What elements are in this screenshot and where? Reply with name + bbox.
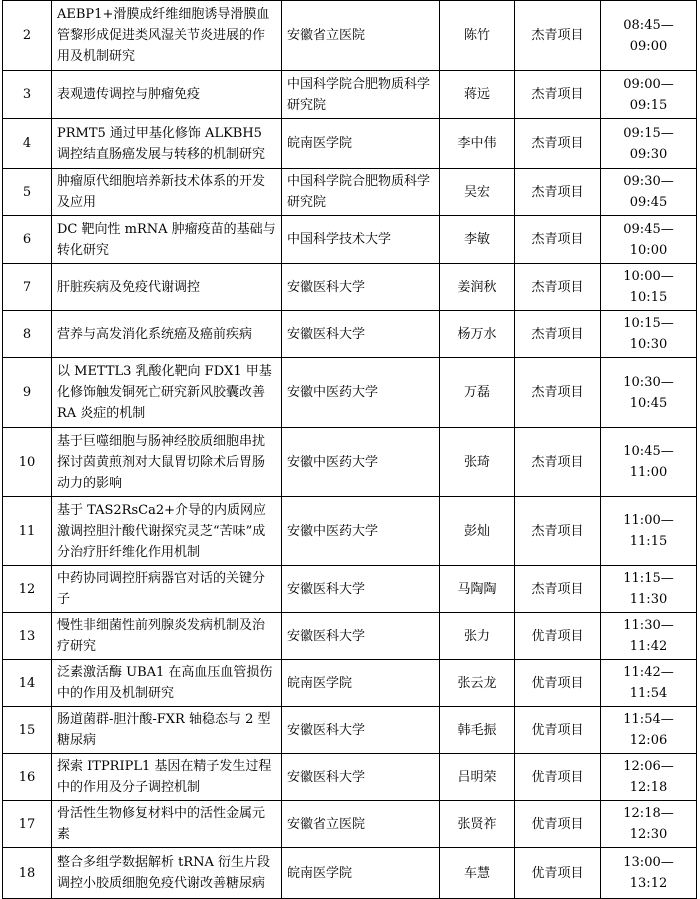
time-slot: 11:00—11:15	[601, 497, 697, 566]
project-title: 中药协同调控肝病器官对话的关键分子	[52, 566, 282, 613]
row-number: 17	[3, 801, 52, 848]
table-row	[3, 358, 697, 428]
institution: 安徽医科大学	[282, 264, 440, 311]
institution: 皖南医学院	[282, 119, 440, 169]
project-title: 基于巨噬细胞与肠神经胶质细胞串扰探讨茵黄煎剂对大鼠胃切除术后胃肠动力的影响	[52, 428, 282, 497]
row-number: 18	[3, 848, 52, 899]
row-number: 11	[3, 497, 52, 566]
time-slot: 12:18—12:30	[601, 801, 697, 848]
time-slot: 10:00—10:15	[601, 264, 697, 311]
row-number: 5	[3, 169, 52, 216]
project-title: 探索 ITPRIPL1 基因在精子发生过程中的作用及分子调控机制	[52, 754, 282, 801]
time-slot: 11:15—11:30	[601, 566, 697, 613]
project-title: 肠道菌群-胆汁酸-FXR 轴稳态与 2 型糖尿病	[52, 707, 282, 754]
time-slot: 11:30—11:42	[601, 613, 697, 660]
institution: 安徽医科大学	[282, 754, 440, 801]
institution: 皖南医学院	[282, 848, 440, 899]
table-row	[3, 613, 697, 660]
presenter: 张贤祚	[440, 801, 515, 848]
row-number: 14	[3, 660, 52, 707]
row-number: 4	[3, 119, 52, 169]
table-row	[3, 119, 697, 169]
time-slot: 11:54—12:06	[601, 707, 697, 754]
institution: 中国科学技术大学	[282, 216, 440, 264]
time-slot: 12:06—12:18	[601, 754, 697, 801]
time-slot: 09:00—09:15	[601, 71, 697, 119]
institution: 安徽医科大学	[282, 566, 440, 613]
institution: 安徽中医药大学	[282, 358, 440, 428]
table-row	[3, 848, 697, 899]
presenter: 吴宏	[440, 169, 515, 216]
institution: 安徽医科大学	[282, 311, 440, 358]
table-row	[3, 801, 697, 848]
project-title: 营养与高发消化系统癌及癌前疾病	[52, 311, 282, 358]
project-type: 优青项目	[515, 754, 601, 801]
schedule-table	[2, 0, 697, 899]
presenter: 车慧	[440, 848, 515, 899]
project-title: 以 METTL3 乳酸化靶向 FDX1 甲基化修饰触发铜死亡研究新风胶囊改善 RA 炎症的机制	[52, 358, 282, 428]
table-row	[3, 1, 697, 71]
institution: 安徽医科大学	[282, 613, 440, 660]
table-row	[3, 169, 697, 216]
project-title: 基于 TAS2RsCa2+介导的内质网应激调控胆汁酸代谢探究灵芝“苦味”成分治疗肝纤维化作用机制	[52, 497, 282, 566]
project-type: 优青项目	[515, 613, 601, 660]
project-type: 杰青项目	[515, 216, 601, 264]
project-title: 骨活性生物修复材料中的活性金属元素	[52, 801, 282, 848]
row-number: 8	[3, 311, 52, 358]
presenter: 马陶陶	[440, 566, 515, 613]
time-slot: 09:30—09:45	[601, 169, 697, 216]
row-number: 9	[3, 358, 52, 428]
table-row	[3, 754, 697, 801]
project-type: 优青项目	[515, 707, 601, 754]
presenter: 姜润秋	[440, 264, 515, 311]
time-slot: 09:15—09:30	[601, 119, 697, 169]
row-number: 15	[3, 707, 52, 754]
table-row	[3, 311, 697, 358]
table-row	[3, 566, 697, 613]
project-title: 整合多组学数据解析 tRNA 衍生片段调控小胶质细胞免疫代谢改善糖尿病	[52, 848, 282, 899]
project-type: 杰青项目	[515, 358, 601, 428]
project-type: 杰青项目	[515, 119, 601, 169]
presenter: 李中伟	[440, 119, 515, 169]
presenter: 韩毛振	[440, 707, 515, 754]
time-slot: 09:45—10:00	[601, 216, 697, 264]
row-number: 7	[3, 264, 52, 311]
row-number: 12	[3, 566, 52, 613]
row-number: 16	[3, 754, 52, 801]
project-title: 肿瘤原代细胞培养新技术体系的开发及应用	[52, 169, 282, 216]
time-slot: 11:42—11:54	[601, 660, 697, 707]
project-type: 优青项目	[515, 848, 601, 899]
presenter: 张琦	[440, 428, 515, 497]
time-slot: 13:00—13:12	[601, 848, 697, 899]
time-slot: 10:15—10:30	[601, 311, 697, 358]
project-type: 杰青项目	[515, 566, 601, 613]
institution: 安徽中医药大学	[282, 428, 440, 497]
time-slot: 10:45—11:00	[601, 428, 697, 497]
institution: 安徽省立医院	[282, 1, 440, 71]
institution: 皖南医学院	[282, 660, 440, 707]
project-type: 优青项目	[515, 801, 601, 848]
table-row	[3, 497, 697, 566]
presenter: 吕明荣	[440, 754, 515, 801]
project-type: 杰青项目	[515, 71, 601, 119]
institution: 安徽医科大学	[282, 707, 440, 754]
table-row	[3, 71, 697, 119]
project-type: 杰青项目	[515, 264, 601, 311]
project-title: AEBP1+滑膜成纤维细胞诱导滑膜血管黎形成促进类风湿关节炎进展的作用及机制研究	[52, 1, 282, 71]
presenter: 张云龙	[440, 660, 515, 707]
presenter: 张力	[440, 613, 515, 660]
table-row	[3, 264, 697, 311]
project-type: 优青项目	[515, 660, 601, 707]
project-type: 杰青项目	[515, 169, 601, 216]
institution: 安徽中医药大学	[282, 497, 440, 566]
project-type: 杰青项目	[515, 497, 601, 566]
presenter: 彭灿	[440, 497, 515, 566]
project-type: 杰青项目	[515, 311, 601, 358]
table-row	[3, 707, 697, 754]
institution: 中国科学院合肥物质科学研究院	[282, 169, 440, 216]
project-title: 表观遗传调控与肿瘤免疫	[52, 71, 282, 119]
institution: 中国科学院合肥物质科学研究院	[282, 71, 440, 119]
presenter: 李敏	[440, 216, 515, 264]
project-title: PRMT5 通过甲基化修饰 ALKBH5 调控结直肠癌发展与转移的机制研究	[52, 119, 282, 169]
table-row	[3, 660, 697, 707]
row-number: 3	[3, 71, 52, 119]
project-title: DC 靶向性 mRNA 肿瘤疫苗的基础与转化研究	[52, 216, 282, 264]
project-type: 杰青项目	[515, 1, 601, 71]
table-row	[3, 428, 697, 497]
row-number: 6	[3, 216, 52, 264]
project-type: 杰青项目	[515, 428, 601, 497]
presenter: 陈竹	[440, 1, 515, 71]
project-title: 慢性非细菌性前列腺炎发病机制及治疗研究	[52, 613, 282, 660]
time-slot: 10:30—10:45	[601, 358, 697, 428]
row-number: 2	[3, 1, 52, 71]
time-slot: 08:45—09:00	[601, 1, 697, 71]
row-number: 10	[3, 428, 52, 497]
table-row	[3, 216, 697, 264]
institution: 安徽省立医院	[282, 801, 440, 848]
row-number: 13	[3, 613, 52, 660]
presenter: 杨万水	[440, 311, 515, 358]
project-title: 泛素激活酶 UBA1 在高血压血管损伤中的作用及机制研究	[52, 660, 282, 707]
project-title: 肝脏疾病及免疫代谢调控	[52, 264, 282, 311]
presenter: 万磊	[440, 358, 515, 428]
presenter: 蒋远	[440, 71, 515, 119]
